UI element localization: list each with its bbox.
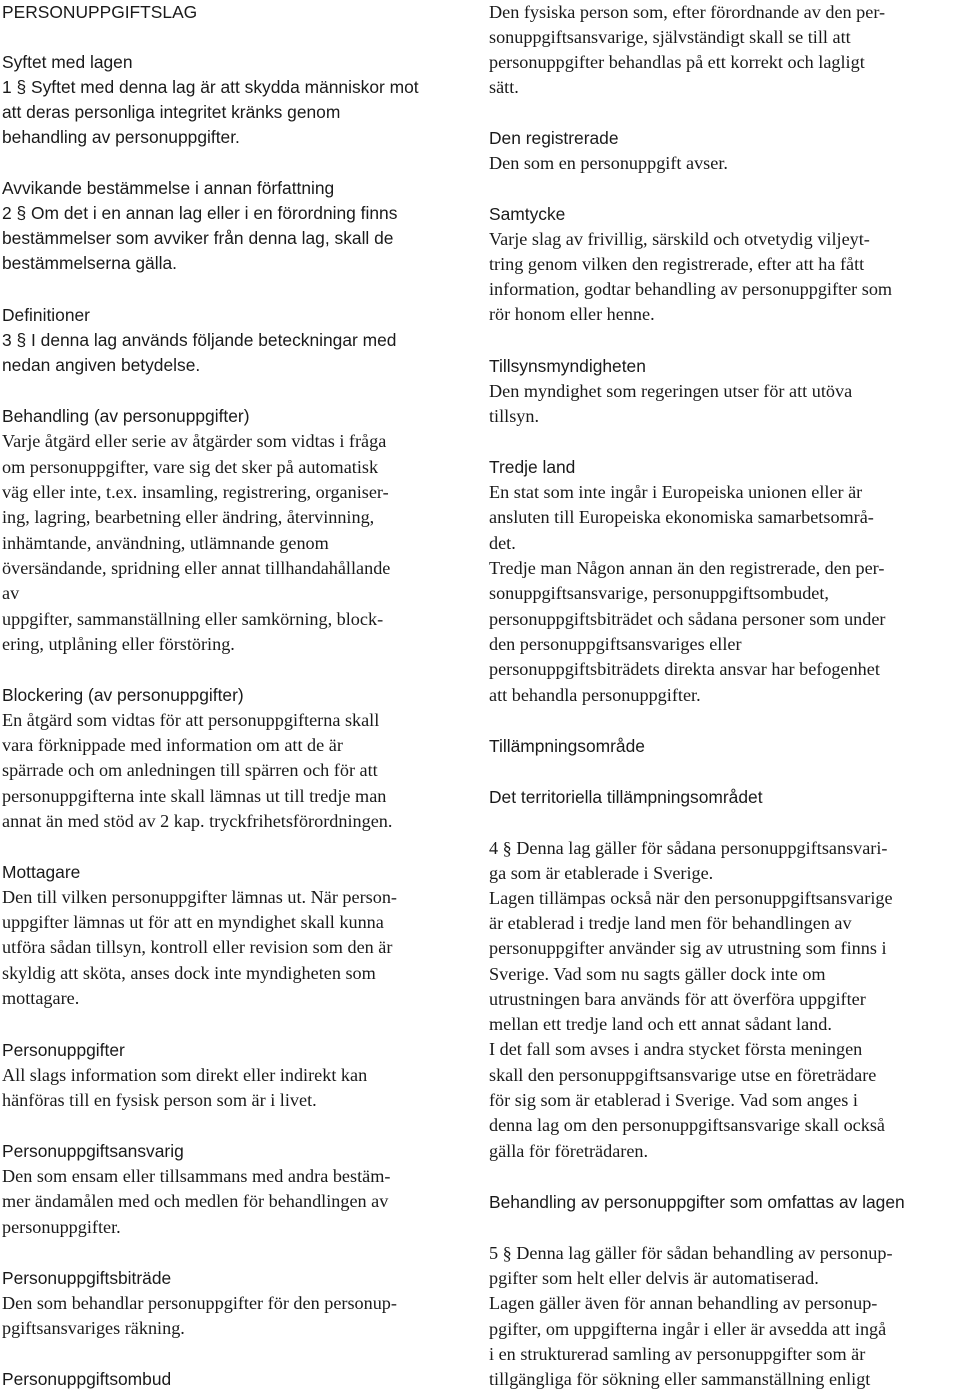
text-line: En stat som inte ingår i Europeiska unionen eller är [489,482,863,502]
text-line: den personuppgiftsansvariges eller [489,634,742,654]
heading-line: PERSONUPPGIFTSLAG [2,2,198,22]
text-line: personuppgifterna inte skall lämnas ut till tredje man [2,786,387,806]
text-line: ing, lagring, bearbetning eller ändring, återvinning, [2,507,375,527]
text-line: av [2,583,20,603]
text-line: skyldig att sköta, anses dock inte myndigheten som [2,963,376,983]
text-line: spärrade och om anledningen till spärren och för att [2,760,378,780]
heading-line: att deras personliga integritet kränks genom [2,102,341,122]
text-line: annat än med stöd av 2 kap. tryckfrihetsförordningen. [2,811,393,831]
text-line: Den som ensam eller tillsammans med andra bestäm- [2,1166,391,1186]
text-line: att behandla personuppgifter. [489,685,701,705]
text-line: personuppgiftsbiträdets direkta ansvar har befogenhet [489,659,880,679]
text-line: tillsyn. [489,406,540,426]
heading-line: Definitioner [2,305,90,325]
text-line: är etablerad i tredje land men för behandlingen av [489,913,852,933]
heading-line: Den registrerade [489,128,619,148]
heading-line: Det territoriella tillämpningsområdet [489,787,763,807]
text-line: Den till vilken personuppgifter lämnas ut. När person- [2,887,397,907]
text-line: tillgängliga för sökning eller sammanställning enligt [489,1369,871,1389]
text-line: Den fysiska person som, efter förordnande av den per- [489,2,886,22]
text-line: mer ändamålen med och medlen för behandlingen av [2,1191,389,1211]
text-line: Den som en personuppgift avser. [489,153,728,173]
text-line: om personuppgifter, vare sig det sker på automatisk [2,457,379,477]
text-line: Den myndighet som regeringen utser för att utöva [489,381,853,401]
text-line: pgifter som helt eller delvis är automatiserad. [489,1268,819,1288]
heading-line: Personuppgiftsombud [2,1369,172,1389]
heading-line: bestämmelser som avviker från denna lag, skall de [2,228,394,248]
text-line: pgifter, om uppgifterna ingår i eller är avsedda att ingå [489,1319,887,1339]
text-line: pgiftsansvariges räkning. [2,1318,185,1338]
text-line: Varje åtgärd eller serie av åtgärder som vidtas i fråga [2,431,387,451]
heading-line: nedan angiven betydelse. [2,355,201,375]
text-line: Tredje man Någon annan än den registrerade, den per- [489,558,885,578]
heading-line: Personuppgifter [2,1040,125,1060]
heading-line: Mottagare [2,862,81,882]
heading-line: Tredje land [489,457,576,477]
text-line: tring genom vilken den registrerade, efter att ha fått [489,254,865,274]
heading-line: Behandling (av personuppgifter) [2,406,250,426]
heading-line: Blockering (av personuppgifter) [2,685,244,705]
heading-line: Samtycke [489,204,566,224]
text-line: ansluten till Europeiska ekonomiska samarbetsområ- [489,507,874,527]
heading-line: Personuppgiftsbiträde [2,1268,172,1288]
text-line: sonuppgiftsansvarige, personuppgiftsombudet, [489,583,829,603]
heading-line: Behandling av personuppgifter som omfattas av lagen [489,1192,905,1212]
text-line: Lagen tillämpas också när den personuppgiftsansvarige [489,888,893,908]
text-line: mellan ett tredje land och ett annat sådant land. [489,1014,832,1034]
text-line: gälla för företrädaren. [489,1141,649,1161]
text-line: hänföras till en fysisk person som är i livet. [2,1090,317,1110]
heading-line: Tillsynsmyndigheten [489,356,646,376]
text-line: personuppgiftsbiträdet och sådana personer som under [489,609,886,629]
text-line: utföra sådan tillsyn, kontroll eller revision som den är [2,937,393,957]
heading-line: Avvikande bestämmelse i annan författning [2,178,335,198]
text-line: ga som är etablerade i Sverige. [489,863,714,883]
heading-line: bestämmelserna gälla. [2,253,177,273]
text-line: det. [489,533,516,553]
text-line: väg eller inte, t.ex. insamling, registrering, organiser- [2,482,389,502]
text-line: rör honom eller henne. [489,304,655,324]
heading-line: Syftet med lagen [2,52,133,72]
text-line: personuppgifter. [2,1217,121,1237]
text-line: Lagen gäller även för annan behandling av personup- [489,1293,878,1313]
text-line: översändande, spridning eller annat tillhandahållande [2,558,391,578]
text-line: personuppgifter använder sig av utrustning som finns i [489,938,887,958]
text-line: mottagare. [2,988,80,1008]
text-line: All slags information som direkt eller indirekt kan [2,1065,368,1085]
text-line: vara förknippade med information om att de är [2,735,343,755]
heading-line: 3 § I denna lag används följande beteckningar med [2,330,397,350]
heading-line: behandling av personuppgifter. [2,127,240,147]
text-line: för sig som är etablerad i Sverige. Vad som anges i [489,1090,858,1110]
text-line: sonuppgiftsansvarige, självständigt skall se till att [489,27,851,47]
text-line: information, godtar behandling av personuppgifter som [489,279,893,299]
text-line: I det fall som avses i andra stycket första meningen [489,1039,863,1059]
text-line: utrustningen bara används för att överföra uppgifter [489,989,866,1009]
text-line: Sverige. Vad som nu sagts gäller dock inte om [489,964,826,984]
text-line: 4 § Denna lag gäller för sådana personuppgiftsansvari- [489,838,888,858]
heading-line: Tillämpningsområde [489,736,645,756]
heading-line: 1 § Syftet med denna lag är att skydda människor mot [2,77,419,97]
text-line: Den som behandlar personuppgifter för den personup- [2,1293,397,1313]
text-line: sätt. [489,77,519,97]
text-line: personuppgifter behandlas på ett korrekt och lagligt [489,52,865,72]
heading-line: Personuppgiftsansvarig [2,1141,184,1161]
text-line: ering, utplåning eller förstöring. [2,634,235,654]
heading-line: 2 § Om det i en annan lag eller i en förordning finns [2,203,398,223]
text-line: skall den personuppgiftsansvarige utse en företrädare [489,1065,877,1085]
text-line: uppgifter, sammanställning eller samkörning, block- [2,609,384,629]
text-line: inhämtande, användning, utlämnande genom [2,533,329,553]
text-line: 5 § Denna lag gäller för sådan behandling av personup- [489,1243,893,1263]
text-line: uppgifter lämnas ut för att en myndighet skall kunna [2,912,384,932]
text-line: i en strukturerad samling av personuppgifter som är [489,1344,866,1364]
text-line: En åtgärd som vidtas för att personuppgifterna skall [2,710,380,730]
text-line: denna lag om den personuppgiftsansvarige skall också [489,1115,885,1135]
text-line: Varje slag av frivillig, särskild och otvetydig viljeyt- [489,229,870,249]
